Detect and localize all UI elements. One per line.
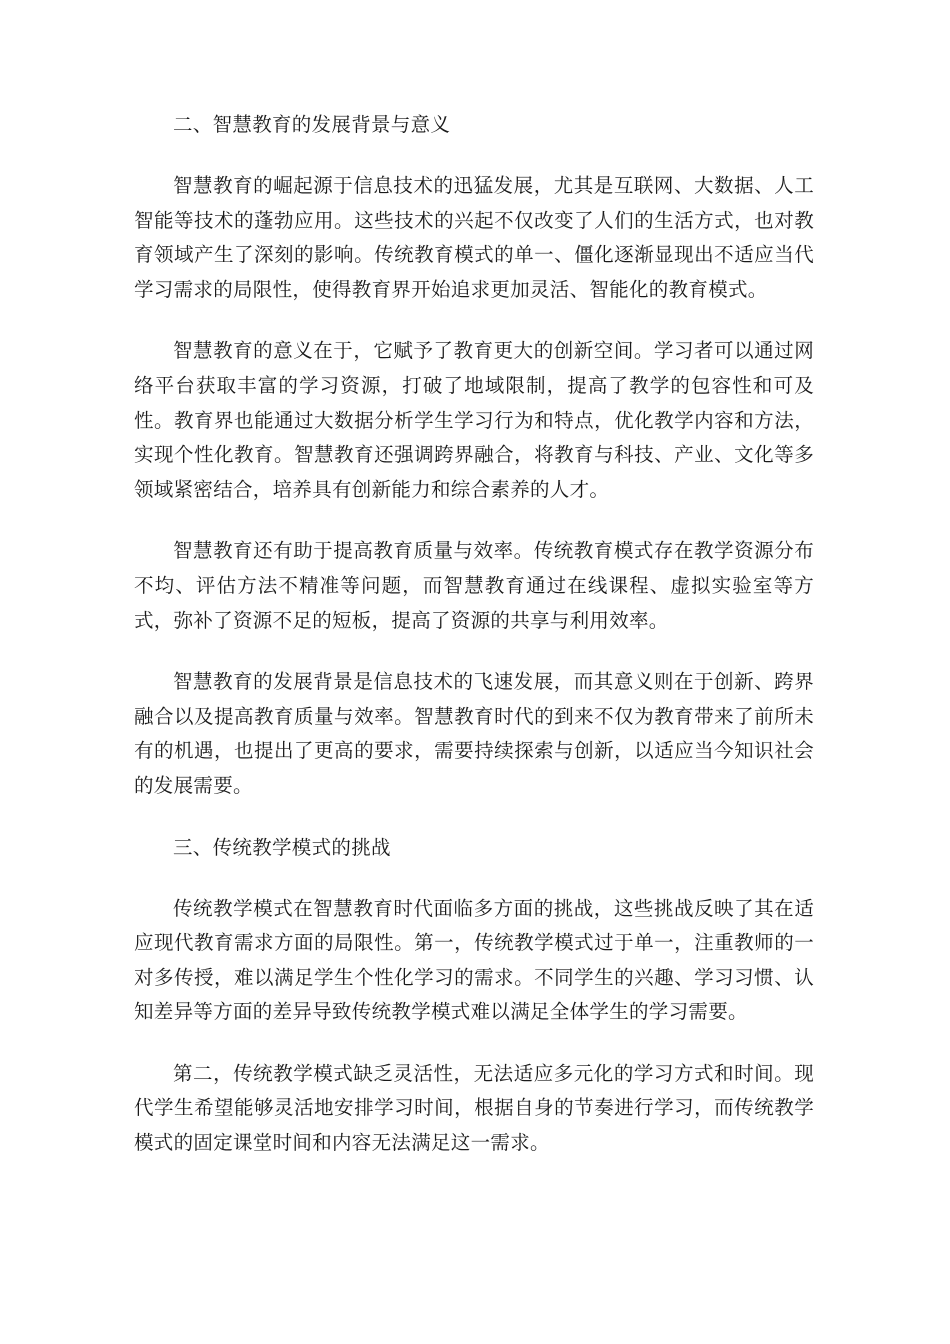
section-3-paragraph-1: 传统教学模式在智慧教育时代面临多方面的挑战，这些挑战反映了其在适应现代教育需求方面的局限性。第一，传统教学模式过于单一，注重教师的一对多传授，难以满足学生个性化学习的需求。不同学生的兴趣、学习习惯、认知差异等方面的差异导致传统教学模式难以满足全体学生的学习需要。 <box>134 896 814 1024</box>
section-2-paragraph-2: 智慧教育的意义在于，它赋予了教育更大的创新空间。学习者可以通过网络平台获取丰富的学习资源，打破了地域限制，提高了教学的包容性和可及性。教育界也能通过大数据分析学生学习行为和特点，优化教学内容和方法，实现个性化教育。智慧教育还强调跨界融合，将教育与科技、产业、文化等多领域紧密结合，培养具有创新能力和综合素养的人才。 <box>134 339 814 501</box>
section-2-paragraph-1: 智慧教育的崛起源于信息技术的迅猛发展，尤其是互联网、大数据、人工智能等技术的蓬勃应用。这些技术的兴起不仅改变了人们的生活方式，也对教育领域产生了深刻的影响。传统教育模式的单一、僵化逐渐显现出不适应当代学习需求的局限性，使得教育界开始追求更加灵活、智能化的教育模式。 <box>134 174 814 301</box>
section-2-paragraph-3: 智慧教育还有助于提高教育质量与效率。传统教育模式存在教学资源分布不均、评估方法不精准等问题，而智慧教育通过在线课程、虚拟实验室等方式，弥补了资源不足的短板，提高了资源的共享与利用效率。 <box>134 539 814 632</box>
document-page <box>134 108 814 1188</box>
section-3-paragraph-2: 第二，传统教学模式缺乏灵活性，无法适应多元化的学习方式和时间。现代学生希望能够灵活地安排学习时间，根据自身的节奏进行学习，而传统教学模式的固定课堂时间和内容无法满足这一需求。 <box>134 1061 814 1155</box>
section-2-heading: 二、智慧教育的发展背景与意义 <box>173 113 451 136</box>
section-3-heading: 三、传统教学模式的挑战 <box>173 835 391 859</box>
section-2-paragraph-4: 智慧教育的发展背景是信息技术的飞速发展，而其意义则在于创新、跨界融合以及提高教育质量与效率。智慧教育时代的到来不仅为教育带来了前所未有的机遇，也提出了更高的要求，需要持续探索与创新，以适应当今知识社会的发展需要。 <box>134 670 814 797</box>
